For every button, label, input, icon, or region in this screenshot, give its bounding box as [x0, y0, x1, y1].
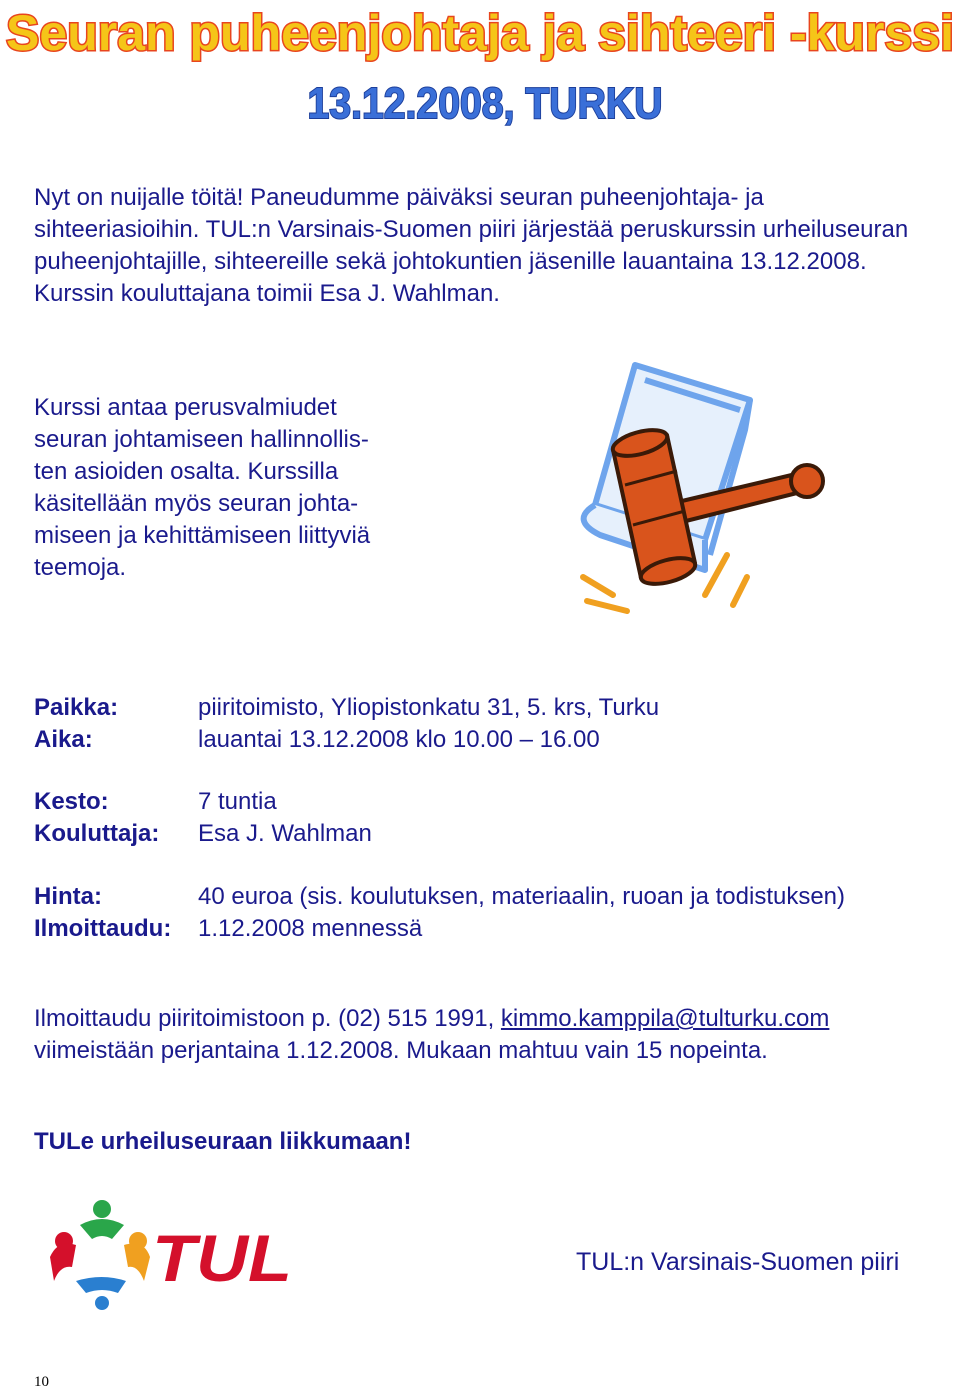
detail-value: piiritoimisto, Yliopistonkatu 31, 5. krs, Turku: [198, 694, 660, 721]
detail-label: Aika:: [34, 726, 93, 753]
tul-logo-icon: [40, 1195, 300, 1310]
course-description: [34, 392, 454, 584]
course-line: seuran johtamiseen hallinnollis-: [34, 426, 369, 453]
detail-value: lauantai 13.12.2008 klo 10.00 – 16.00: [198, 726, 600, 753]
detail-value: 1.12.2008 mennessä: [198, 915, 423, 942]
course-line: ten asioiden osalta. Kurssilla: [34, 458, 339, 485]
logo-figures-icon: [50, 1200, 150, 1310]
detail-label: Kesto:: [34, 788, 109, 815]
course-line: miseen ja kehittämiseen liittyviä: [34, 522, 371, 549]
page-title: Seuran puheenjohtaja ja sihteeri -kurssi: [6, 5, 954, 61]
detail-value: Esa J. Wahlman: [198, 820, 372, 847]
gavel-book-icon: [555, 355, 955, 625]
logo-text: TUL: [152, 1221, 292, 1295]
email-link[interactable]: kimmo.kamppila@tulturku.com: [500, 1005, 830, 1032]
detail-value: 7 tuntia: [198, 788, 277, 815]
page-subtitle: 13.12.2008, TURKU: [307, 79, 663, 128]
intro-paragraph: Nyt on nuijalle töitä! Paneudumme päiväksi seuran puheenjohtaja- ja sihteeriasioihin. TUL:n Varsinais-Suomen piiri järjestää peruskurssin urheiluseuran puheenjohtajille, sihteereille sekä johtokuntien jäsenille lauantaina 13.12.2008. Kurssin kouluttajana toimii Esa J. Wahlman.: [34, 184, 909, 307]
enroll-line-2: viimeistään perjantaina 1.12.2008. Mukaan mahtuu vain 15 nopeinta.: [34, 1037, 768, 1064]
slogan: TULe urheiluseuraan liikkumaan!: [34, 1128, 412, 1155]
detail-value: 40 euroa (sis. koulutuksen, materiaalin, ruoan ja todistuksen): [198, 883, 846, 910]
detail-label: Ilmoittaudu:: [34, 915, 172, 942]
district-name: TUL:n Varsinais-Suomen piiri: [576, 1248, 900, 1276]
course-line: teemoja.: [34, 554, 127, 581]
course-line: Kurssi antaa perusvalmiudet: [34, 394, 337, 421]
enroll-line-1: [34, 1003, 829, 1035]
detail-label: Paikka:: [34, 694, 119, 721]
detail-label: Hinta:: [34, 883, 102, 910]
title-banner: [0, 0, 960, 140]
enroll-text: Ilmoittaudu piiritoimistoon p. (02) 515 1991,: [34, 1005, 501, 1032]
course-line: käsitellään myös seuran johta-: [34, 490, 359, 517]
detail-label: Kouluttaja:: [34, 820, 160, 847]
page-number: 10: [34, 1374, 49, 1390]
